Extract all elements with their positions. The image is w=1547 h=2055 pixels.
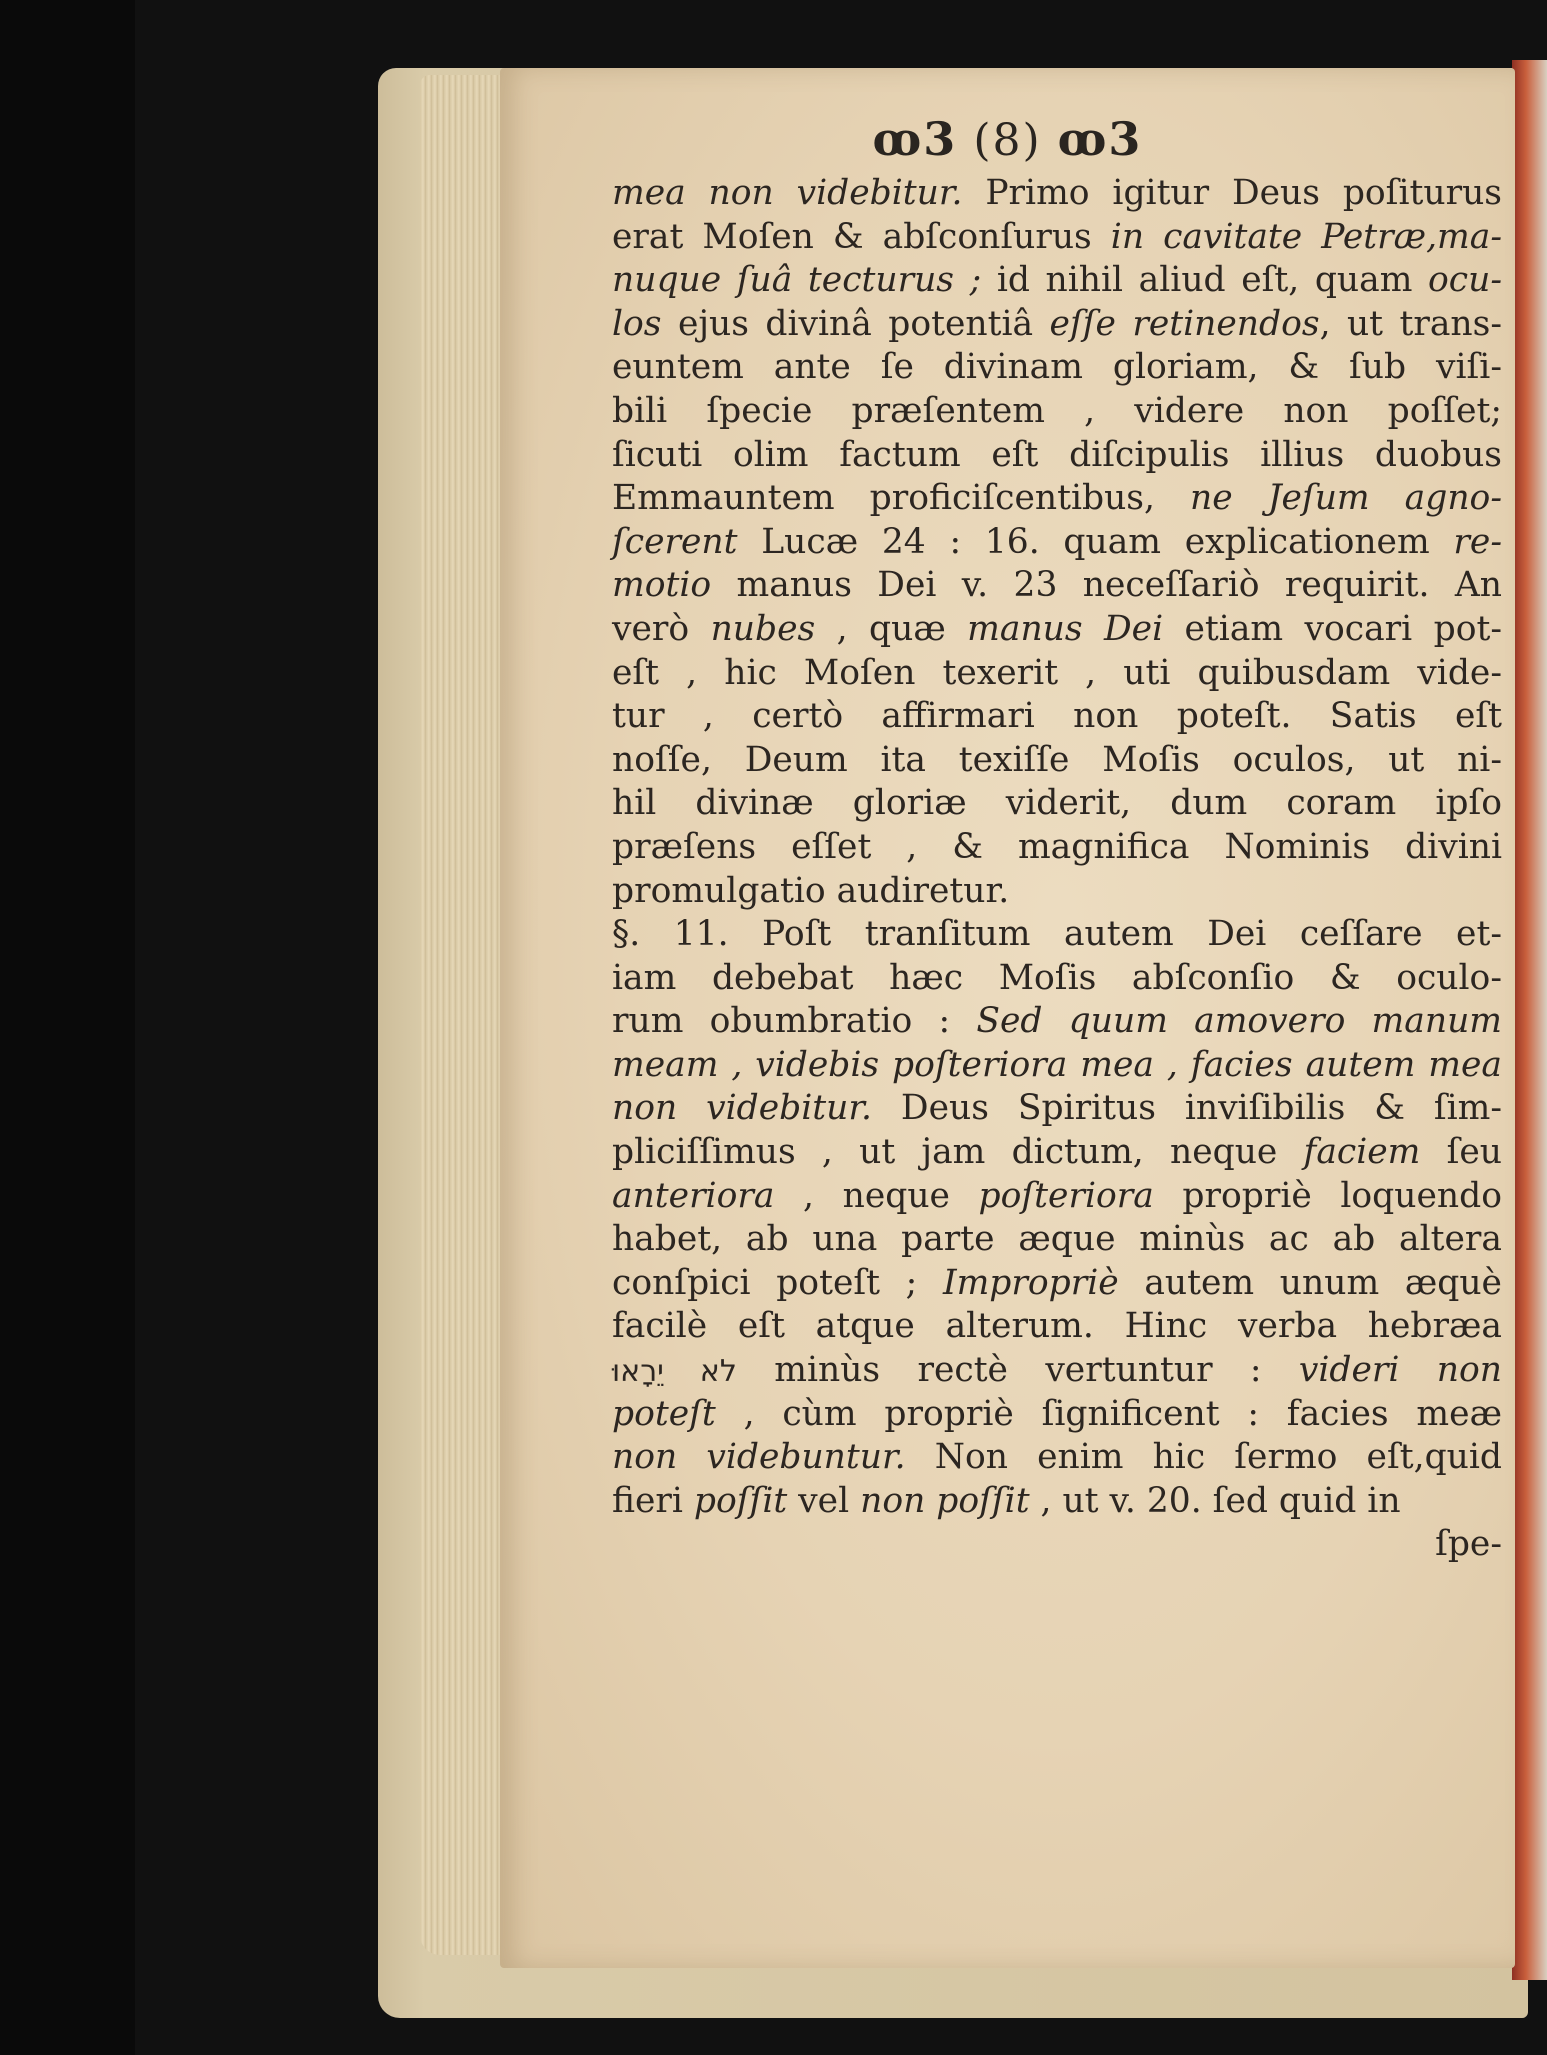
text-line [612, 695, 1502, 739]
text-segment: , cùm propriè ſignificent : facies meæ [715, 1393, 1502, 1434]
italic-text: poſteriora [978, 1175, 1154, 1216]
italic-text: ſcerent [612, 521, 738, 562]
text-line [612, 1262, 1502, 1306]
text-line [612, 390, 1502, 434]
text-segment: hil divinæ gloriæ viderit, dum coram ipſo [612, 783, 1502, 824]
text-line [612, 1305, 1502, 1349]
text-line [612, 346, 1502, 390]
text-segment: ejus divinâ potentiâ [661, 303, 1050, 344]
text-segment: eſt , hic Moſen texerit , uti quibusdam vide- [612, 652, 1502, 693]
text-line [612, 1349, 1502, 1393]
text-line [612, 1480, 1502, 1524]
text-line [612, 1131, 1502, 1175]
text-line [612, 739, 1502, 783]
hebrew-text: לא יֵרָאוּ [612, 1354, 737, 1390]
text-segment: etiam vocari pot- [1163, 608, 1502, 649]
text-line [612, 913, 1502, 957]
text-line [612, 564, 1502, 608]
body-text [612, 172, 1502, 1567]
page-edges [420, 75, 510, 1955]
text-line [612, 652, 1502, 696]
text-segment: iam debebat hæc Moſis abſconſio & oculo- [612, 957, 1502, 998]
text-segment: Emmauntem proficiſcentibus, [612, 478, 1191, 519]
italic-text: Sed quum amovero manum [976, 1001, 1502, 1042]
text-segment: tur , certò affirmari non poteſt. Satis eſt [612, 696, 1502, 737]
text-line [612, 870, 1502, 914]
text-segment: , ut v. 20. ſed quid in [1029, 1480, 1401, 1521]
italic-text: nuque ſuâ tecturus ; [612, 260, 982, 301]
italic-text: poteſt [612, 1393, 716, 1434]
text-line [612, 477, 1502, 521]
text-line [612, 434, 1502, 478]
text-segment: conſpici poteſt ; [612, 1262, 943, 1303]
text-segment: ſeu [1420, 1132, 1502, 1173]
italic-text: Impropriè [942, 1262, 1119, 1303]
italic-text: nubes [710, 608, 816, 649]
text-line [612, 172, 1502, 216]
text-segment: propriè loquendo [1153, 1175, 1502, 1216]
text-segment: habet, ab una parte æque minùs ac ab altera [612, 1219, 1502, 1260]
italic-text: anteriora [612, 1175, 775, 1216]
text-segment: §. 11. Poſt tranſitum autem Dei ceſſare et- [612, 914, 1502, 955]
running-header [500, 112, 1515, 166]
italic-text: mea non videbitur. [612, 173, 963, 213]
text-segment: verò [612, 608, 711, 649]
text-segment: præſens eſſet , & magnifica Nominis divini [612, 826, 1502, 867]
text-segment: pliciſſimus , ut jam dictum, neque [612, 1132, 1304, 1173]
header-ornament-left: ꝏ3 [872, 112, 958, 166]
italic-text: motio [612, 565, 712, 606]
text-line [612, 1436, 1502, 1480]
text-line [612, 1218, 1502, 1262]
italic-text: meam , videbis poſteriora mea , facies autem mea [612, 1044, 1502, 1085]
italic-text: non videbitur. [612, 1088, 873, 1129]
text-line [612, 782, 1502, 826]
text-segment: vel [787, 1480, 861, 1521]
catchword: ſpe- [1435, 1524, 1502, 1565]
text-segment: noſſe, Deum ita texiſſe Moſis oculos, ut ni- [612, 739, 1502, 780]
text-segment: promulgatio audiretur. [612, 870, 1010, 911]
text-line [612, 826, 1502, 870]
text-segment: fieri [612, 1480, 694, 1521]
text-line [612, 216, 1502, 260]
italic-text: ocu- [1428, 260, 1502, 301]
italic-text: non videbuntur. [612, 1437, 906, 1478]
dark-margin-left [0, 0, 135, 2055]
italic-text: poſſit [693, 1480, 788, 1521]
text-segment: rum obumbratio : [612, 1001, 977, 1042]
facing-page-edge [1512, 60, 1547, 1980]
text-segment: euntem ante ſe divinam gloriam, & ſub viſi- [612, 347, 1502, 388]
italic-text: eſſe retinendos [1049, 303, 1320, 344]
text-segment: Non enim hic ſermo eſt,quid [905, 1437, 1502, 1478]
text-line [612, 957, 1502, 1001]
text-segment: , ut trans- [1319, 303, 1502, 344]
italic-text: manus Dei [967, 608, 1164, 649]
text-segment: Deus Spiritus inviſibilis & ſim- [872, 1088, 1502, 1129]
italic-text: re- [1453, 521, 1502, 562]
text-segment: Lucæ 24 : 16. quam explicationem [737, 521, 1454, 562]
italic-text: los [612, 303, 662, 344]
italic-text: ne Jeſum agno- [1190, 478, 1502, 519]
text-line [612, 259, 1502, 303]
italic-text: in cavitate Petræ,ma- [1110, 216, 1502, 257]
text-segment: bili ſpecie præſentem , videre non poſſet; [612, 390, 1502, 431]
text-segment: erat Moſen & abſconſurus [612, 216, 1111, 257]
header-ornament-right: ꝏ3 [1057, 112, 1143, 166]
text-segment: , quæ [815, 608, 968, 649]
italic-text: faciem [1303, 1132, 1421, 1173]
text-line [612, 1087, 1502, 1131]
text-line [612, 1175, 1502, 1219]
text-segment: id nihil aliud eſt, quam [981, 260, 1429, 301]
text-line [612, 303, 1502, 347]
text-line [612, 1393, 1502, 1437]
text-segment: facilè eſt atque alterum. Hinc verba hebræa [612, 1306, 1502, 1347]
italic-text: non poſſit [860, 1480, 1030, 1521]
text-segment: minùs rectè vertuntur : [736, 1350, 1299, 1391]
text-segment: , neque [774, 1175, 979, 1216]
text-segment: autem unum æquè [1118, 1262, 1502, 1303]
italic-text: videri non [1298, 1350, 1503, 1391]
text-line [612, 521, 1502, 565]
text-line [612, 608, 1502, 652]
text-line [612, 1044, 1502, 1088]
text-line [612, 1000, 1502, 1044]
text-segment: manus Dei v. 23 neceſſariò requirit. An [711, 565, 1502, 606]
text-segment: ſicuti olim factum eſt diſcipulis illius duobus [612, 434, 1502, 475]
page-number: (8) [973, 115, 1042, 166]
text-segment: Primo igitur Deus poſiturus [962, 173, 1502, 213]
